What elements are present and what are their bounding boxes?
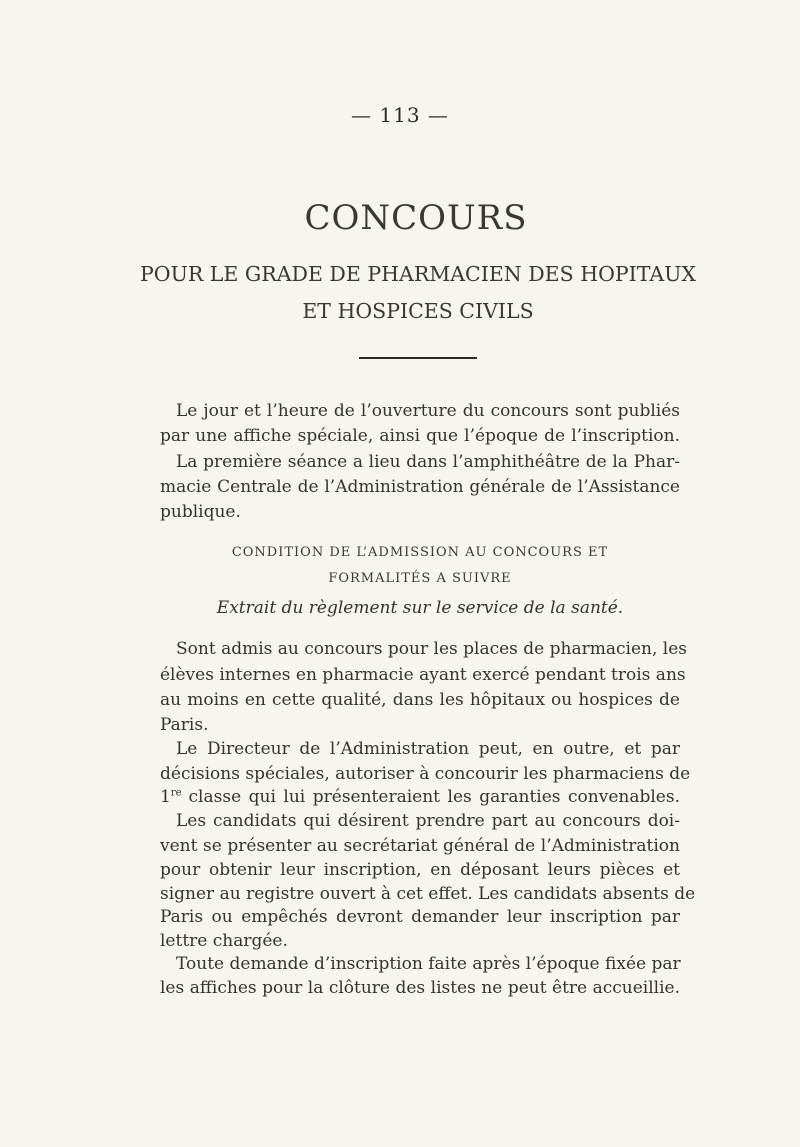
- intro-line: Le jour et l’heure de l’ouverture du concours sont publiés: [176, 401, 680, 421]
- intro-line: publique.: [160, 502, 241, 522]
- body-line: au moins en cette qualité, dans les hôpitaux ou hospices de: [160, 690, 680, 710]
- body-line: décisions spéciales, autoriser à concourir les pharmaciens de: [160, 764, 691, 784]
- page-number: — 113 —: [351, 103, 449, 127]
- body-line: élèves internes en pharmacie ayant exercé pendant trois ans: [160, 665, 686, 685]
- section-heading-line-1: CONDITION DE L’ADMISSION AU CONCOURS ET: [231, 545, 609, 560]
- subtitle-line-2: ET HOSPICES CIVILS: [302, 299, 534, 323]
- intro-line: La première séance a lieu dans l’amphithéâtre de la Phar-: [176, 452, 680, 472]
- body-line: signer au registre ouvert à cet effet. Les candidats absents de: [160, 884, 696, 904]
- extract-title: Extrait du règlement sur le service de la santé.: [216, 598, 624, 618]
- body-line: vent se présenter au secrétariat général de l’Administration: [160, 836, 680, 856]
- title-divider: [359, 357, 477, 359]
- body-line: les affiches pour la clôture des listes ne peut être accueillie.: [160, 978, 680, 998]
- body-line: Paris ou empêchés devront demander leur inscription par: [160, 907, 680, 927]
- page-title: CONCOURS: [304, 198, 528, 238]
- class-ordinal: 1re: [160, 787, 182, 807]
- body-line: pour obtenir leur inscription, en déposant leurs pièces et: [160, 860, 680, 880]
- body-line: Paris.: [160, 715, 209, 735]
- section-heading-line-2: FORMALITÉS A SUIVRE: [328, 571, 512, 586]
- body-line: lettre chargée.: [160, 931, 288, 951]
- body-line: Sont admis au concours pour les places de pharmacien, les: [176, 639, 687, 659]
- body-line: Les candidats qui désirent prendre part au concours doi-: [176, 811, 680, 831]
- body-line-ordinal: [160, 786, 680, 808]
- intro-line: macie Centrale de l’Administration générale de l’Assistance: [160, 477, 680, 497]
- intro-line: par une affiche spéciale, ainsi que l’époque de l’inscription.: [160, 426, 680, 446]
- body-line: classe qui lui présenteraient les garanties convenables.: [188, 787, 680, 807]
- body-line: Le Directeur de l’Administration peut, en outre, et par: [176, 739, 680, 759]
- body-line: Toute demande d’inscription faite après l’époque fixée par: [176, 954, 681, 974]
- subtitle-line-1: POUR LE GRADE DE PHARMACIEN DES HOPITAUX: [139, 262, 697, 286]
